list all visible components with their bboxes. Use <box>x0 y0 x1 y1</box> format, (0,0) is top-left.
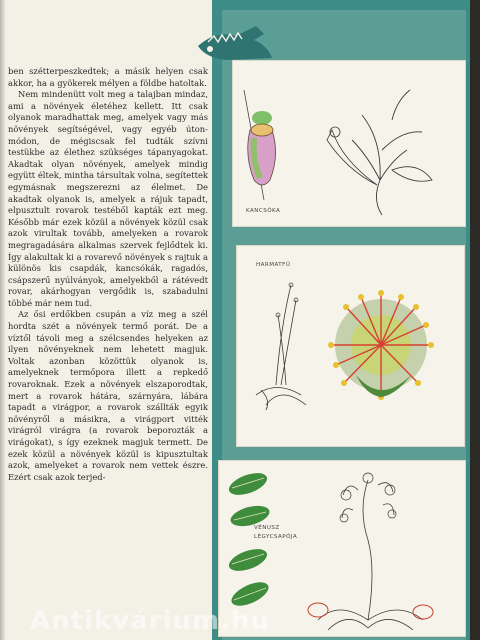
sundew-illustration <box>236 245 463 445</box>
paragraph-3: Az ősi erdőkben csupán a víz meg a szél hordta szét a növények termő porát. De a víztől távoli meg a szélcsendes helyeken az ilyen növényeknek nem lehetett magjuk. Voltak azonban közöttük olyanok is, amelyeknek termőpora illett a repkedő rovaroknak. Ezek a növények elszaporodtak, mert a rovarok hátára, szárnyára, lábára tapadt a virágpor, a rovarok szállták egyik növényről a másikra, a virágport vitték virágról virágra (a rovarok beporozták a virágokat), s így ezeknek magjuk termett. De ezek közül a növények közül is kipusztultak azok, amelyeket a rovarok nem vettek észre. Ezért csak azok terjed- <box>8 309 208 482</box>
caption-harmatfu: HARMATFŰ <box>256 262 291 268</box>
caption-venusz-2: LÉGYCSAPÓJA <box>254 534 298 540</box>
binding-shadow <box>0 0 6 640</box>
caption-venusz-1: VÉNUSZ <box>254 525 280 531</box>
paragraph-2: Nem mindenütt volt meg a talajban mindaz, ami a növények életéhez kellett. Itt csak olyanok maradhattak meg, amelyek vagy más növények segítségével, vagy egyéb úton-módon, de mégiscsak fel tudták szívni testükbe az élethez szükséges tápanyagokat. Akadtak olyan növények, amelyek mindig együtt éltek, mintha társultak volna, segítettek egymásnak megszerezni az élelmet. De akadtak olyanok is, amelyek a rájuk tapadt, elpusztult rovarok testéből kapták ezt meg. Később már ezek közül a növények közül csak azok virultak tovább, amelyeken a rovarok megragadására alkalmas szervek fejlődtek ki. Így alakultak ki a rovarevő növények s rajtuk a különös kis csapdák, kancsókák, ragadós, csápszerű nyúlványok, amelyekből a rátévedt rovar, akárhogyan vergődik is, szabadulni többé már nem tud. <box>8 89 208 308</box>
caption-kancsoka: KANCSÓKA <box>246 208 281 214</box>
body-text-column <box>8 66 208 483</box>
watermark: Antikvárium.hu <box>30 606 270 636</box>
paragraph-1: ben szétterpeszkedtek; a másik helyen csak akkor, ha a gyökerek mélyen a földbe hatoltak. <box>8 66 208 88</box>
trap-silhouette-illustration <box>196 16 274 60</box>
page-edge <box>470 0 480 640</box>
pitcher-plant-illustration <box>232 60 464 225</box>
